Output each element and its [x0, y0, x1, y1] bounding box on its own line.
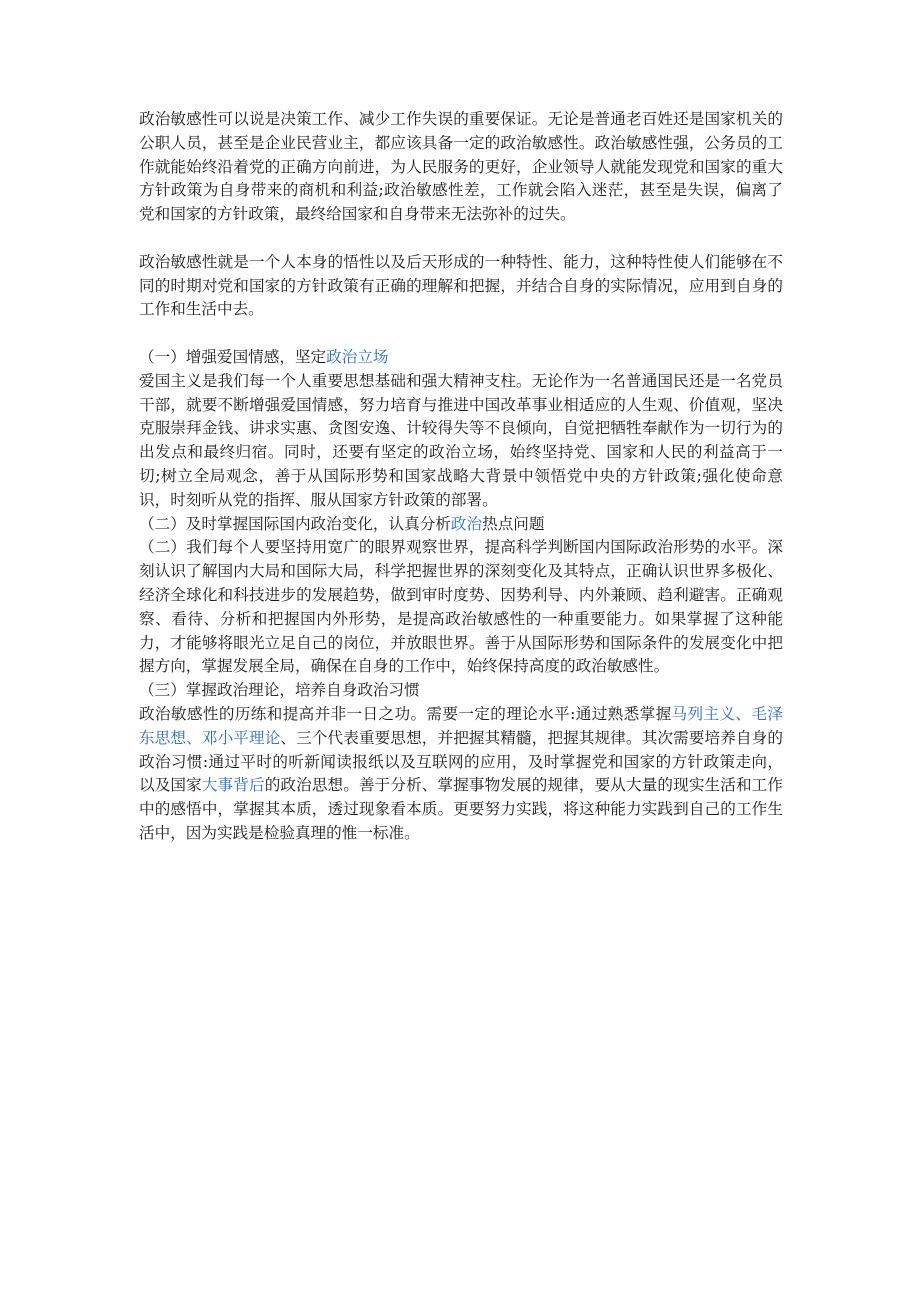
section-3-text-c: 的政治思想。善于分析、掌握事物发展的规律，要从大量的现实生活和工作中的感悟中，掌握其本质，透过现象看本质。更要努力实践，将这种能力实践到自己的工作生活中，因为实践是检验真理的惟一标准。 [139, 776, 783, 842]
mao-zedong-thought-link[interactable]: 毛泽东思想 [139, 704, 783, 747]
section-1-body: 爱国主义是我们每一个人重要思想基础和强大精神支柱。无论作为一名普通国民还是一名党员干部，就要不断增强爱国情感，努力培育与推进中国改革事业相适应的人生观、价值观，坚决克服崇拜金钱、讲求实惠、贪图安逸、计较得失等不良倾向，自觉把牺牲奉献作为一切行为的出发点和最终归宿。同时，还要有坚定的政治立场，始终坚持党、国家和人民的利益高于一切;树立全局观念，善于从国际形势和国家战略大背景中领悟党中央的方针政策;强化使命意识，时刻听从党的指挥、服从国家方针政策的部署。 [139, 371, 783, 509]
section-3-body [139, 703, 783, 846]
marxism-leninism-link[interactable]: 马列主义 [671, 704, 736, 723]
behind-major-events-link[interactable]: 大事背后 [201, 776, 265, 795]
section-2-heading-suffix: 热点问题 [482, 514, 545, 533]
political-stance-link[interactable]: 政治立场 [326, 347, 389, 366]
section-3-text-a: 政治敏感性的历练和提高并非一日之功。需要一定的理论水平:通过熟悉掌握 [139, 704, 672, 723]
paragraph-gap [139, 322, 783, 346]
section-1-heading [139, 346, 783, 370]
intro-paragraph: 政治敏感性可以说是决策工作、减少工作失误的重要保证。无论是普通老百姓还是国家机关的公职人员，甚至是企业民营业主，都应该具备一定的政治敏感性。政治敏感性强，公务员的工作就能始终沿着党的正确方向前进，为人民服务的更好，企业领导人就能发现党和国家的重大方针政策为自身带来的商机和利益;政治敏感性差，工作就会陷入迷茫，甚至是失误，偏离了党和国家的方针政策，最终给国家和自身带来无法弥补的过失。 [139, 110, 783, 224]
link-separator: 、 [735, 704, 752, 723]
section-3-text-b: 、三个代表重要思想，并把握其精髓，把握其规律。其次需要培养自身的政治习惯:通过平时的听新闻读报纸以及互联网的应用，及时掌握党和国家的方针政策走向，以及国家 [139, 728, 783, 795]
section-1-heading-text: （一）增强爱国情感，坚定 [139, 347, 327, 366]
document-body [139, 108, 783, 846]
section-2-heading [139, 513, 783, 537]
link-separator: 、 [186, 728, 202, 747]
definition-paragraph: 政治敏感性就是一个人本身的悟性以及后天形成的一种特性、能力，这种特性使人们能够在不同的时期对党和国家的方针政策有正确的理解和把握，并结合自身的实际情况，应用到自身的工作和生活中去。 [139, 252, 783, 319]
section-2-body: （二）我们每个人要坚持用宽广的眼界观察世界，提高科学判断国内国际政治形势的水平。深刻认识了解国内大局和国际大局，科学把握世界的深刻变化及其特点，正确认识世界多极化、经济全球化和科技进步的发展趋势，做到审时度势、因势利导、内外兼顾、趋利避害。正确观察、看待、分析和把握国内外形势，是提高政治敏感性的一种重要能力。如果掌握了这种能力，才能够将眼光立足自己的岗位，并放眼世界。善于从国际形势和国际条件的发展变化中把握方向，掌握发展全局，确保在自身的工作中，始终保持高度的政治敏感性。 [139, 538, 783, 676]
section-2-heading-text: （二）及时掌握国际国内政治变化，认真分析 [139, 514, 451, 533]
paragraph-gap [139, 227, 783, 251]
section-3-heading: （三）掌握政治理论，培养自身政治习惯 [139, 681, 420, 700]
politics-link[interactable]: 政治 [450, 514, 483, 533]
deng-xiaoping-theory-link[interactable]: 邓小平理论 [201, 728, 281, 747]
